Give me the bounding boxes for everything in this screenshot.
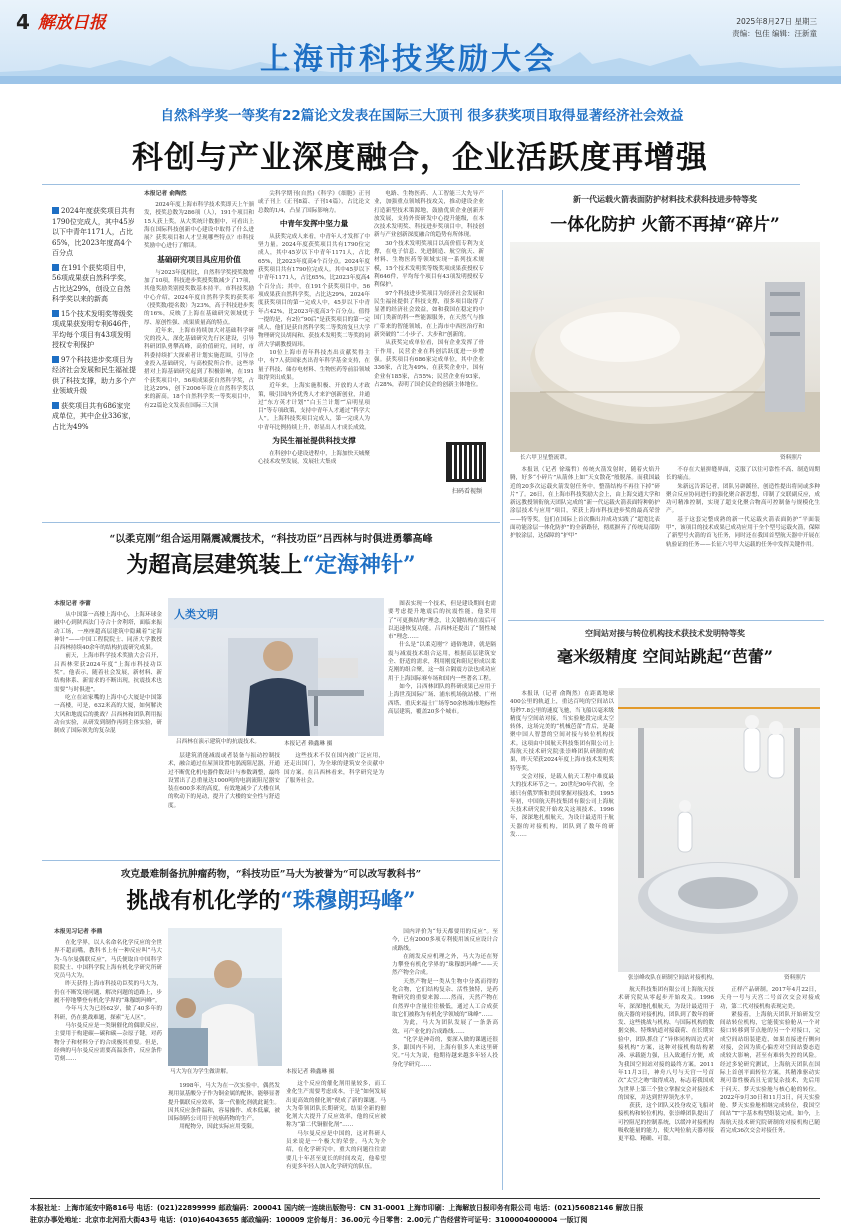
rocket-paragraph: 不存在大量拼缝界面，克服了以往可靠性不高、制造周期长的痛点。 — [666, 467, 820, 482]
vertical-divider — [502, 190, 503, 1190]
sidebar-text: 15个技术发明奖等级奖项成果获发明专利646件，平均每个项目有43项发明授权专利保护 — [52, 309, 136, 349]
pharma-paragraph: 今年马大为已经62岁，做了40多年的科研，仍在挑战难题，探索“无人区”。 — [54, 1006, 162, 1021]
station-paragraph: 正样产品研制。2017年4月22日，天舟一号与天宫二号首次交会对接成功，第二代对接机构表现完美。 — [720, 987, 820, 1010]
lead-paragraph: 97个科技进步奖项目为经济社会发展和民生福祉提供了科技支撑，很多项目取得了显著的经济社会效益，如和我国在稳定的中国门类新的科一些能源服务，在天然气与推广带来的智能领域，在上海市中西医治疗和新突破的“二小步子、大步和”创新的。 — [374, 290, 484, 339]
bullet-icon — [52, 402, 59, 409]
lead-headline: 科创与产业深度融合，企业活跃度再增强 — [132, 140, 708, 176]
qr-label: 扫码看视频 — [451, 488, 482, 495]
station-kicker: 空间站对接与转位机构技术获技术发明特等奖 — [585, 629, 745, 638]
pharma-paragraph: 在阐发反应机理之外，马大为还在努力攀登有机化学界的“珠穆朗玛峰”——天然产物全合成。 — [392, 953, 498, 977]
sidebar-item — [52, 263, 136, 305]
pharma-col-1 — [54, 928, 162, 1196]
pharma-headline — [42, 884, 500, 915]
rocket-col-1 — [510, 466, 660, 614]
lead-subhead-2: 中青年发挥中坚力量 — [279, 218, 349, 228]
lead-paragraph: 2024年度上海市科学技术奖即天上午颁发，授奖总数为286项（人），191个项目和15人获上奖，从大奖统计数据中，可看出上海在国际科技创新中心建设中取得了什么进展？获奖项目和人才呈现哪些特点？市科技奖励中心进行了解读。 — [144, 202, 254, 250]
lead-sidebar — [52, 206, 136, 506]
sidebar-text: 97个科技进步奖项目为经济社会发展和民生福祉提供了科技支撑，助力多个产业领域升级 — [52, 355, 136, 395]
building-paragraph: 前天，上海市科学技术奖励大会召开，吕西林荣获2024年度“上海市科技功臣奖”。他表示，随着社会发展，新材料、新结构体系、新需求的不断出现，抗震技术也需要“与时俱进”。 — [54, 653, 162, 693]
section-divider — [42, 860, 500, 861]
lead-paragraph: 在科创中心建设进程中，上海加快天城聚心技术攻坚发展，发展壮大集成 — [258, 451, 370, 466]
lead-subhead-1: 基础研究项目具应用价值 — [157, 254, 241, 264]
building-paragraph: 图表实现一个技术，但是建设期间也需要考虑提升地震后的抗震性能，他采用了“可更换结构”理念，让关键结构在震后可以迅速恢复功能。吕西林还提出了“韧性城市”理念…… — [388, 601, 496, 641]
rocket-paragraph: 朱新远告诉记者，团队另辟蹊径，创造性提出将同或多种聚合反应协同进行的强化聚合新思想，印制了交联副反应，成功可精准控制，实现了超支化聚合物高可控制备与规模化生产。 — [666, 483, 820, 515]
pharma-photo — [168, 928, 282, 1066]
station-paragraph: 航天科技集团有限公司上海航天技术研究院从零起步开始攻关。1996年，深深地扎根航天，为设计最适用于航天器的对接机构，团队到了数年的研发、这些挑战与机构、与国际机构的数据交换、特殊轨道对接载荷、在长期实验中，团队抓住了“异体同构周边式对接机构”方案，这种对接机构结构紧凑、承载能力强，且入致通行方便，成为我国空间站对接的最终方案。2011年11月3日，神舟八号与天宫一号首次“太空之吻”取得成功，标志着我国成为世界上第三个独立掌握交会对接技术的国家，并达到世界领先水平。 — [618, 987, 714, 1101]
lead-paragraph: 从获奖完成人来看，中青年人才发挥了中坚力量。2024年度获奖项目共有1790位完成人，其中45岁以下中青年1171人，占比65%，比2023年度高4个百分点。2024年度获奖项目共有1790位完成人。其中45岁以下中青年1171人，占比65%，比2023年度高4个百分点；其中，在191个获奖项目中，56项成果获自然科学奖，占比达29%，2024年度获奖项目的第一完成人中，45岁以下中青年占42%，比2023年度高3个百分点。值得一提的是，有2位“90后”是获奖项目的第一完成人，他们是获自然科学奖二等奖的复旦大学物理研究员胡闯和、获技术发明奖二等奖的同济大学副教授周玮。 — [258, 233, 370, 348]
rocket-photo-caption: 长六甲卫星整流罩。 — [520, 455, 571, 461]
masthead — [0, 0, 841, 84]
lead-paragraph: 与2023年度相比，自然科学奖授奖数增加了10项，科技进步奖授奖数减少了17项，其他奖励类别授奖数基本持平。市科技奖励中心介绍，2024年度自然科学奖的获奖率（授奖数/提名数）为23%，高于科技进步奖的16%，反映了上海在基础研究领域优于厚、原创性强、成果质量高的特点。 — [144, 269, 254, 326]
pharma-paragraph: 用配物分，因此实际应用受限。 — [179, 1124, 258, 1131]
building-paragraph: 什么是“以柔克刚”？通俗地讲，就是隔震与减震技术组合运用，根据高层建筑安全、舒适的需求，利用刚度和阻尼形成以柔克刚的组合聚，这一组合隔震方法也成功应用于上海国际赛车场和国内一些著名工程。 — [388, 642, 496, 682]
lead-paragraph: 电路、生物医药、人工智能三大先导产业，加强重点领域科技攻关，推动建设企业打造新型技术策源地，鼓励优质企业创新开放发展，支持外资研发中心提升能级，在本次技术发明奖、科技进步奖项目中，科技创新与产业创新深度融合的趋势有所体现。 — [374, 191, 484, 239]
page-number: 4 — [16, 10, 30, 34]
rocket-paragraph: 本报讯（记者 徐瑞哲）传统火箭发射时，随着火焰升腾，好多“小碎片”从箭体上如“天女散花”般脱落。而我国最近的20多次运载火箭发射任务中，整箭结构不再往下掉“碎片”了。26日，在上海市科技奖励大会上，由上海交通大学和新远教授领衔航天团队完成的“新一代运载火箭表面特种防护涂层技术与应用”项目，荣获上海市科技进步奖的最高荣誉——特等奖。包们在国际上首次撕出并成功实践了“超宽比表面功能涂层一体化防护”的全新路径，彻底摒弃了传统局部防护胶涂层，达保障的“护甲” — [510, 467, 660, 540]
lead-byline: 本报记者 俞陶然 — [144, 191, 187, 197]
lead-paragraph: 从获奖完成单位看，国有企业发挥了骨干作用，民营企业在科创活跃度进一步增强。获奖项目有686家完成单位，其中企业336家，占比为49%，在获奖企业中，国有企业有185家，占55%；民营企业有93家，占28%，表明了国企民企的创新主体地位。 — [374, 340, 484, 388]
building-photo-credit: 本报记者 赖鑫琳 摄 — [284, 741, 333, 747]
rocket-headline: 一体化防护 火箭不再掉“碎片” — [550, 215, 780, 235]
pharma-paragraph: 马尔曼反应是一类铜催化的偶联反应，主要用于构建碳—碳和碳—杂原子键，对药物分子和材料分子的合成极其重要。但是，经典的马尔曼反应需要高温条件，反应条件苛刻…… — [54, 1022, 162, 1063]
station-paragraph: 获获，这个团队又投身攻克飞船对接机构和转位机构，张崇峰团队提出了可控阻尼的控制系统，以缓冲对接机构吸收能量的能力，使大吨位航天器对接更平稳、精确、可靠。 — [618, 1103, 714, 1143]
editor-credits: 责编：包佳 编辑：汪新童 — [732, 29, 817, 38]
pharma-col-2 — [168, 1082, 280, 1196]
station-headline: 毫米级精度 空间站跳起“芭蕾” — [557, 647, 773, 666]
station-paragraph: 紧接着，上海航天团队开始研发空间站转位机构，它能使实验舱从一个对接口转移到节点舱的另一个对接口，完成空间站组装建造，如果直接进行侧向对接，会因为质心偏差对空间站姿态造成较大影响，甚至有难转失控的风险。经过多轮研究测试，上海航天团队在国际上首创平面转位方案，其精准驱动实现可靠性极高且无需复杂技术，先后用于问天、梦天实验舱与核心舱的转位。2022年9月30日和11月3日，问天实验舱、梦天实验舱相继完成转位，我国空间站“T”字基本构型组装完成。如今，上海航天技术研究院研制的对接机构已随着完成36次交会对接任务。 — [720, 1011, 820, 1135]
pharma-kicker: 攻克最难制备抗肿瘤药物，“科技功臣”马大为被誉为“可以改写教科书” — [120, 869, 422, 880]
building-col-3 — [388, 600, 496, 856]
building-photo-sign: 人类文明 — [174, 608, 218, 621]
building-byline: 本报记者 李蕾 — [54, 601, 91, 607]
pharma-paragraph: 马尔曼反应是中国的，这对科研人员来说是一个极大的荣誉。马大为介绍，在化学研究中，重大的问题往往需要几十年甚至更长的时间攻克，他希望有更多年轻人加入化学研究的队伍。 — [286, 1130, 386, 1170]
rocket-kicker: 新一代运载火箭表面防护材料技术获科技进步特等奖 — [573, 195, 757, 204]
pharma-paragraph: 为此，马大为团队发展了一条条高效、可产业化的合成路线…… — [392, 1020, 498, 1035]
sidebar-text: 2024年度获奖项目共有1790位完成人，其中45岁以下中青年1171人，占比65%，比2023年度高4个百分点 — [52, 207, 135, 257]
rocket-col-2 — [666, 466, 820, 614]
building-col-2 — [168, 752, 280, 856]
lead-paragraph: 近年来，上海实施积极、开放的人才政策，吸引国内外优秀人才来沪创新创业，并通过“东方英才计划”“白玉兰计划”“启明星项目”等专项政策，支持中青年人才通过“科学大人”。上海科技奖项目完成人，第一完成人为中青年比例持续上升，彰显出人才成长成效。 — [258, 383, 371, 431]
bullet-icon — [52, 310, 59, 317]
lead-col-2 — [258, 190, 370, 510]
building-paragraph: 吃立在站家嘴的上海中心大厦是中国第一高楼，可是，632米高的大厦，如何解决大风和地震后的挑战？吕西林和团队利用振动台实验，从研发到制作再到主体实验，研制成了国际领先的复杂混 — [54, 694, 162, 735]
pharma-photo-caption: 马大为在为学生做讲解。 — [170, 1069, 232, 1075]
station-paragraph: 本报讯（记者 俞陶然）在距离地球400公里的轨道上，重达百吨的空间站以每秒7.8公里的速度飞驰，当飞船以毫米级精度与空间站对接，当实验舱段完成太空转体，这场完美的“机械芭蕾”背后，是凝聚中国人智慧的空间对接与转位机构技术。这项由中国航天科技集团有限公司上海航天技术研究院张崇峰团队研制的成果，昨天荣获2024年度上海市技术发明奖特等奖。 — [510, 691, 614, 772]
lead-divider — [42, 184, 800, 185]
bullet-icon — [52, 264, 59, 271]
lead-paragraph: 近年来，上海市持续加大对基础科学研究的投入，深化基础研究先行区建设，引导科研团队勇攀高峰，高价值研究，同时，市科委持续扩大探索者计划实施范围，引导企业投入基础研究，与高校院所合作。这些举措对上海基础研究起到了积极影响，在191个获奖项目中，56项成果获自然科学奖，占比达29%，创下2006年设立自然科学奖以来的新高。18个自然科学奖一等奖项目中，有22篇论文发表在国际三大顶 — [144, 327, 254, 409]
sidebar-text: 获奖项目共有686家完成单位，其中企业336家，占比为49% — [52, 401, 136, 431]
pharma-byline: 本报见习记者 李鼎 — [54, 929, 103, 935]
pharma-paragraph: 这个反应的催化剂用量较多，而工业化生产需要考虑成本，于是“如何发展出更高效的催化剂”便成了新的课题。马大为带领团队长期研究，结果全新的催化剂大大提升了反应效率，他的反应被称为“第二代铜催化剂”…… — [286, 1081, 386, 1129]
rocket-paragraph: 基于这套完整成熟的新一代运载火箭表面防护“平面装甲”，该项目的技术成果已成功应用于全个型号运载火箭，保障了新型号火箭的首飞任务，同时还在我国首型航天器中开展在轨验证的任务——长征六号甲大运载的任务中发挥关键作用。 — [666, 516, 820, 548]
bullet-icon — [52, 356, 59, 363]
issue-date: 2025年8月27日 星期三 — [736, 17, 817, 26]
sidebar-item — [52, 401, 136, 433]
sidebar-item — [52, 355, 136, 397]
station-paragraph: 交会对接，是载人航天工程中难度最大的技术环节之一。20世纪90年代初，全球只有俄罗斯和美国掌握对接技术，1995年初，中国航天科技集团有限公司上海航天技术研究院开始攻关这项技术。1996年，深深地扎根航天，为设计最适用于航天器的对接机构，团队到了数年的研发…… — [510, 773, 614, 839]
building-paragraph: 层建筑消能减震或者装备与振动控制技术，融合通过在屋顶设置电涡流阻尼器，开通过不断优化机电器件数设计与参数调整，最终设置出了总重量达1000吨的电涡流阻尼器安装在600多米的高度，有效地减少了大楼在风的吹动下的晃动，提升了大楼的安全性与舒适度。 — [168, 753, 280, 809]
lead-paragraph: 30个技术发明奖项目以高价值专利为支撑，在电子信息、先进制造、航空航天、新材料、生物医药等领域实现一系列技术规模，15个技术发明奖等级奖项成果获授权专利646件，平均每个项目有43项发明授权专利保护。 — [374, 240, 484, 289]
building-photo — [168, 598, 384, 736]
rocket-photo-credit: 资料照片 — [780, 455, 803, 461]
bullet-icon — [52, 207, 59, 214]
sidebar-item — [52, 309, 136, 351]
building-photo-caption: 吕西林在演示建筑中的抗震技术。 — [176, 739, 260, 745]
pharma-headline-b: “珠穆朗玛峰” — [280, 888, 416, 914]
station-photo-credit: 资料照片 — [784, 975, 807, 981]
lead-paragraph: 10位上海市青年科技杰出贡献奖得主中，有7人获国家杰出青年科学基金支持，在量子科技、储存电材料、生物医药等前沿领域取得突出成果。 — [258, 350, 370, 381]
pharma-paragraph: 昨天获得上海市科技功臣奖的马大为，仍在不断发现问题、解决问题的道路上，步履不停地攀登有机化学界的“珠穆朗玛峰”。 — [54, 981, 162, 1005]
lead-subhead-3: 为民生福祉提供科技支撑 — [272, 436, 356, 446]
building-headline — [42, 548, 500, 579]
lead-col-1 — [144, 190, 254, 510]
pharma-col-4 — [392, 928, 498, 1196]
sidebar-text: 在191个获奖项目中，56项成果获自然科学奖，占比达29%，创设立自然科学奖以来的新高 — [52, 263, 131, 303]
lead-col-3 — [374, 190, 484, 438]
section-divider — [42, 522, 500, 523]
pharma-paragraph: 国内评价为“每天都要用的反应”。至今，已有2000多项专利使用该反应设计合成路线。 — [392, 929, 498, 952]
pharma-col-3 — [286, 1069, 386, 1196]
lead-paragraph: 尖科学期刊(自然)《科学》《细胞》正刊或子刊上（正刊8篇、子刊14篇），占比论文总数的1/4，凸显了国际影响力。 — [258, 191, 370, 214]
pharma-paragraph: 在化学界，以人名命名化学反应的全世界不超而嘴，教科书上有一种反应叫“马大为-乌尔曼偶联反应”，马氏便取自中国科学院院士、中国科学院上海有机化学研究所研究员马大为。 — [54, 940, 162, 980]
station-col-3 — [720, 986, 820, 1202]
pharma-photo-credit: 本报记者 赖鑫琳 摄 — [286, 1069, 335, 1075]
footer-line-1: 本报社址：上海市延安中路816号 电话：(021)22899999 邮政编码：200041 国内统一连续出版物号：CN 31-0001 上海市印刷：上海解放日报印务有限公司 电话：(021)56082146 解放日报 — [30, 1204, 644, 1212]
building-headline-a: 为超高层建筑装上 — [126, 552, 303, 578]
footer-line-2: 驻京办事处地址：北京市北河沿大街43号 电话：(010)64043655 邮政编码：100009 定价每月：36.00元 今日零售：2.00元 广告经营许可证号：3100004000004 一版订阅 — [30, 1216, 588, 1224]
building-paragraph: 从中国第一高楼上海中心，上海环球金融中心到陕西法门寺合十舍利塔，面临来振动工场，一座座超高层建筑中隐藏着“定海神针”——中国工程院院士、同济大学教授吕西林持续40余年的结构抗震研究成果。 — [54, 612, 162, 652]
sidebar-item — [52, 206, 136, 259]
building-kicker: “以柔克刚”组合运用隔震减震技术，“科技功臣”吕西林与时俱进勇攀高峰 — [109, 534, 433, 545]
pharma-paragraph: 1998年，马大为在一次实验中，偶然发现用氨基酸分子作为铜金属的配体，能够显著提升偶联反应效率，第一代催化剂就此诞生。因其反应条件温和，容易操作、成本低廉，被国际制药公司用于抗癌药物的生产。 — [168, 1083, 280, 1123]
building-col-2b — [284, 741, 384, 856]
lead-kicker: 自然科学奖一等奖有22篇论文发表在国际三大顶刊 很多获奖项目取得显著经济社会效益 — [160, 108, 684, 124]
paper-logo: 解放日报 — [38, 13, 106, 33]
building-headline-b: “定海神针” — [302, 552, 416, 578]
pharma-paragraph: 天然产物是一类从生物中分离而得的化合物，它们结构复杂、活性独特，是药物研究的重要来源……然而，天然产物在自然界中含量往往极低，通过人工合成获取它们被称为有机化学领域的“珠峰”…… — [392, 978, 498, 1018]
banner-title: 上海市科技奖励大会 — [260, 42, 557, 77]
section-divider — [508, 620, 824, 621]
building-paragraph: 如今，吕西林团队的科研成果已应用于上海世茂国际广场、浦东机场航站楼、广州西塔、重庆来福士广场等50余栋城市地标性高层建筑，覆盖20多个城市。 — [388, 683, 496, 715]
station-photo — [618, 688, 820, 972]
qr-code[interactable] — [446, 442, 486, 482]
station-col-1 — [510, 690, 614, 1018]
station-photo-caption: 张崇峰攻队在研制空间站对接机构。 — [628, 975, 718, 981]
pharma-paragraph: “化学是神奇的，要深入做的课题还很多，跟国内不同，上海有很多人来这里研究。”马大为说，他期待越来越多年轻人投身化学研究…… — [392, 1036, 498, 1068]
rocket-photo — [510, 242, 820, 452]
pharma-headline-a: 挑战有机化学的 — [126, 888, 281, 914]
footer-rule — [30, 1198, 820, 1199]
building-paragraph: 这些技术不仅在国内被广泛应用，还走出国门，为全球的建筑安全贡献中国方案。在吕西林看来，科学研究是为了服务社会。 — [284, 753, 384, 784]
station-col-2 — [618, 986, 714, 1202]
